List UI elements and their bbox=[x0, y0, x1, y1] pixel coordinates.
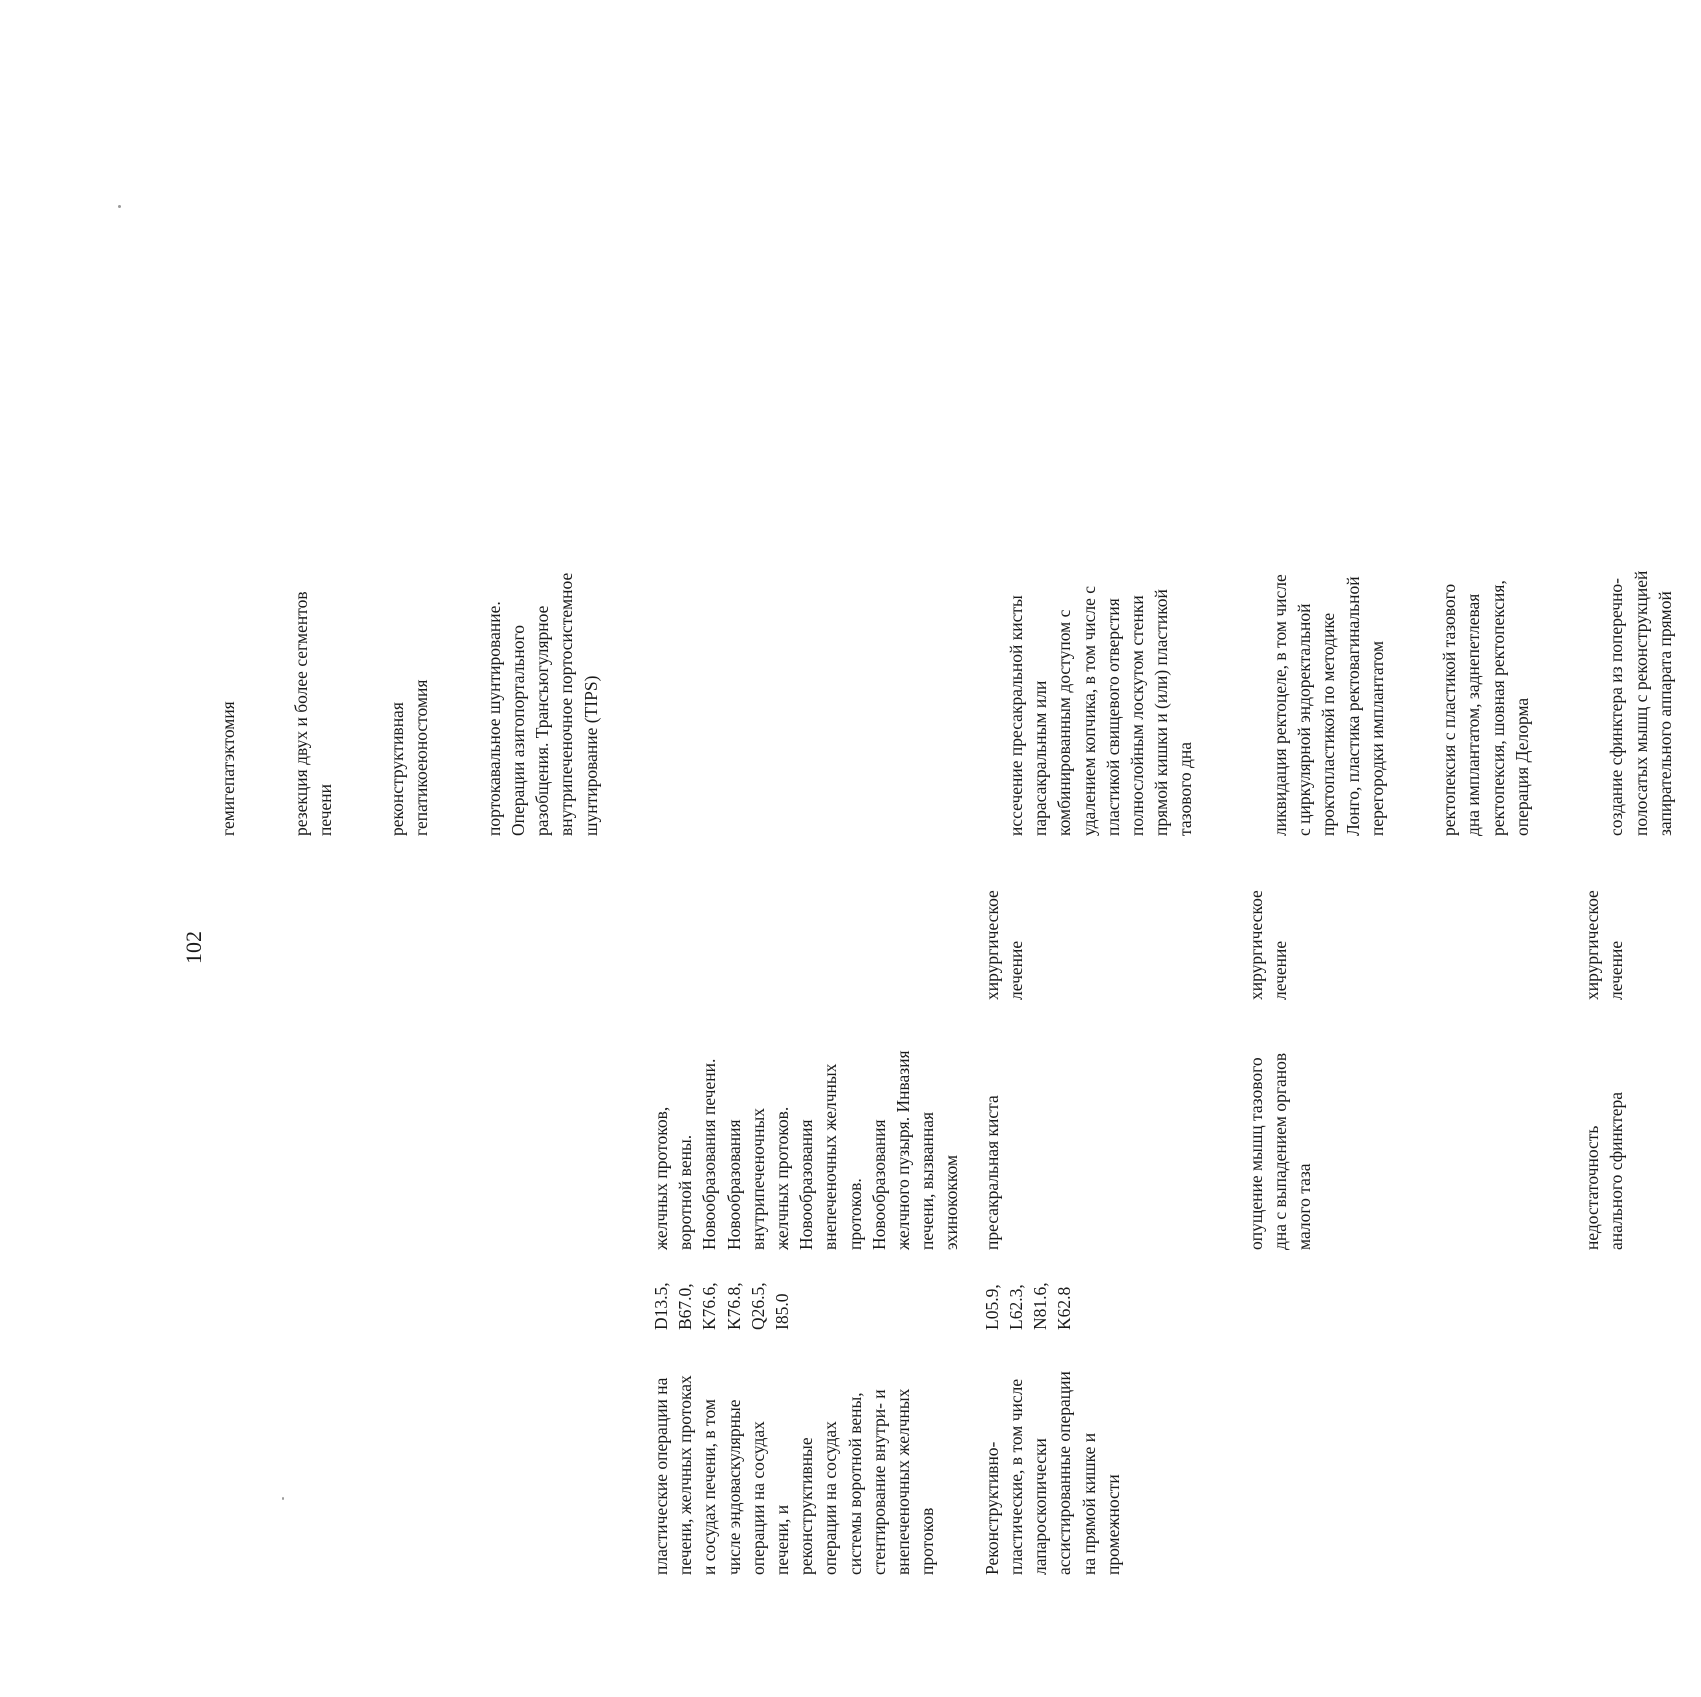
patient-model-cell: недостаточность анального сфинктера bbox=[1582, 1091, 1627, 1250]
icd-codes-cell: D13.5, B67.0, K76.6, K76.8, Q26.5, I85.0 bbox=[651, 1282, 793, 1330]
treatment-table bbox=[192, 320, 1701, 1575]
treatment-method: ректопексия с пластикой тазового дна имплантатом, заднепетлевая ректопексия, шовная ректопексия, операция Делорма bbox=[1439, 580, 1532, 836]
treatment-method: гемигепатэктомия bbox=[218, 701, 239, 836]
treatment-type-cell: хирургическое лечение bbox=[1245, 890, 1290, 1000]
icd-codes-cell: L05.9, L62.3, N81.6, K62.8 bbox=[981, 1282, 1075, 1330]
treatment-method: иссечение пресакральной кисты парасакральным или комбинированным доступом с удалением копчика, в том числе с пластикой свищевого отверстия полнослойным лоскутом стенки прямой кишки и (или) пластикой тазового дна bbox=[1005, 585, 1196, 836]
table-row bbox=[1244, 320, 1558, 1575]
table-row bbox=[649, 320, 964, 1575]
treatment-method: создание сфинктера из поперечно- полосатых мышц с реконструкцией запирательного аппарата прямой bbox=[1606, 570, 1675, 836]
treatment-method: реконструктивная гепатикоеюностомия bbox=[387, 679, 432, 836]
rotated-page-content bbox=[178, 320, 1675, 1575]
table-row bbox=[1580, 320, 1701, 1575]
treatment-method-cell bbox=[192, 322, 627, 836]
treatment-method-cell bbox=[1244, 322, 1558, 836]
patient-model-cell: желчных протоков, воротной вены. Новообразования печени. Новообразования внутрипеченочных желчных протоков. Новообразования внепеченочных желчных протоков. Новообразования желчного пузыря. Инвазия печени, вызванная эхинококком bbox=[651, 1050, 962, 1250]
treatment-method: портокавальное шунтирование. Операции азигопортального разобщения. Трансъюгулярное внутрипеченочное портосистемное шунтирование (TIPS) bbox=[483, 572, 601, 836]
treatment-method-cell bbox=[1580, 322, 1701, 836]
procedure-name-cell: пластические операции на печени, желчных протоках и сосудах печени, в том числе эндоваскулярные операции на сосудах печени, и реконструктивные операции на сосудах системы воротной вены, стентирование внутри- и внепеченочных желчных протоков bbox=[651, 1375, 938, 1575]
patient-model-cell: опущение мышц тазового дна с выпадением органов малого таза bbox=[1245, 1052, 1315, 1250]
patient-model-cell: пресакральная киста bbox=[981, 1095, 1002, 1250]
treatment-type-cell: хирургическое лечение bbox=[981, 890, 1026, 1000]
page-number: 102 bbox=[181, 931, 206, 964]
treatment-method: резекция двух и более сегментов печени bbox=[290, 591, 335, 836]
treatment-method: ликвидация ректоцеле, в том числе с циркулярной эндоректальной проктопластикой по методике Лонго, пластика ректовагинальной перегородки имплантатом bbox=[1269, 574, 1387, 836]
treatment-type-cell: хирургическое лечение bbox=[1582, 890, 1627, 1000]
procedure-name-cell: Реконструктивно- пластические, в том числе лапароскопически ассистированные операции на прямой кишке и промежности bbox=[981, 1371, 1123, 1575]
table-row bbox=[980, 320, 1222, 1575]
treatment-method-cell bbox=[980, 322, 1222, 836]
table-row bbox=[192, 320, 627, 1575]
scan-speck bbox=[118, 205, 121, 208]
